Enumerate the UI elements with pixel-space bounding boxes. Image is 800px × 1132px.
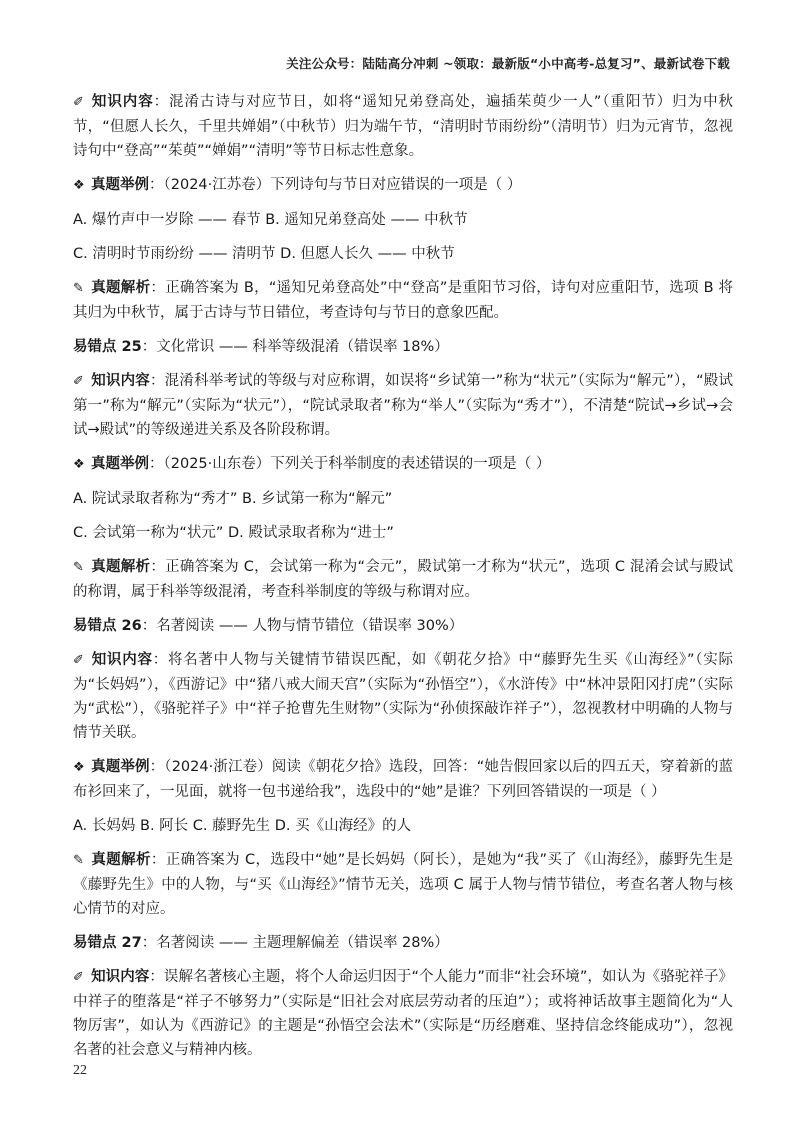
option-line: A. 爆竹声中一岁除 —— 春节 B. 遥知兄弟登高处 —— 中秋节: [73, 212, 468, 228]
block-text: ：文化常识 —— 科举等级混淆（错误率 18%）: [141, 339, 449, 355]
knowledge-paragraph: [73, 369, 733, 442]
block-label: 真题解析: [91, 559, 151, 575]
option-line: C. 会试第一称为“状元” D. 殿试录取者称为“进士”: [73, 525, 394, 541]
analysis-paragraph: [73, 848, 733, 921]
block-text: ：正确答案为 C，会试第一称为“会元”，殿试第一才称为“状元”，选项 C 混淆会试与殿试的称谓，属于科举等级混淆，考查科举制度的等级与称谓对应。: [73, 559, 734, 600]
block-label: 易错点 25: [73, 339, 142, 355]
block-label: 知识内容: [91, 652, 153, 668]
error-point-heading: [73, 614, 733, 638]
example-paragraph: [73, 452, 733, 477]
block-text: ：误解名著核心主题，将个人命运归因于“个人能力”而非“社会环境”，如认为《骆驼祥子》中祥子的堕落是“祥子不够努力”（实际是“旧社会对底层劳动者的压迫”）；或将神话故事主题简化为“人物厉害”，如认为《西游记》的主题是“孙悟空会法术”（实际是“历经磨难、坚持信念终能成功”），忽视名著的社会意义与精神内核。: [73, 969, 734, 1058]
block-label: 真题举例: [91, 177, 149, 193]
option-line: A. 长妈妈 B. 阿长 C. 藤野先生 D. 买《山海经》的人: [73, 818, 412, 834]
pencil-icon: ✐: [73, 95, 84, 110]
error-point-heading: [73, 931, 733, 955]
diamond-bullet-icon: ❖: [73, 760, 85, 775]
block-label: 真题解析: [91, 280, 151, 296]
analysis-paragraph: [73, 276, 733, 325]
pen-icon: ✎: [73, 281, 84, 296]
example-paragraph: [73, 173, 733, 198]
analysis-paragraph: [73, 555, 733, 604]
block-text: ：将名著中人物与关键情节错误匹配，如《朝花夕拾》中“藤野先生买《山海经》”（实际为“长妈妈”），《西游记》中“猪八戒大闹天宫”（实际为“孙悟空”），《水浒传》中“林冲景阳冈打虎”（实际为“武松”），《骆驼祥子》中“祥子抢曹先生财物”（实际为“孙侦探敲诈祥子”），忽视教材中明确的人物与情节关联。: [73, 652, 734, 741]
option-line: A. 院试录取者称为“秀才” B. 乡试第一称为“解元”: [73, 491, 393, 507]
knowledge-paragraph: [73, 90, 733, 163]
block-text: ：混淆科举考试的等级与对应称谓，如误将“乡试第一”称为“状元”（实际为“解元”），“殿试第一”称为“解元”（实际为“状元”），“院试录取者”称为“举人”（实际为“秀才”），不清楚“院试→乡试→会试→殿试”的等级递进关系及各阶段称谓。: [73, 373, 733, 438]
block-text: ：正确答案为 C，选段中“她”是长妈妈（阿长），是她为“我”买了《山海经》，藤野先生是《藤野先生》中的人物，与“买《山海经》”情节无关，选项 C 属于人物与情节错位，考查名著人物与核心情节的对应。: [73, 852, 734, 917]
block-text: ：（2024·浙江卷）阅读《朝花夕拾》选段，回答：“她告假回家以后的四五天，穿着新的蓝布衫回来了，一见面，就将一包书递给我”，选段中的“她”是谁？下列回答错误的一项是（ ）: [73, 759, 733, 800]
block-text: ：（2024·江苏卷）下列诗句与节日对应错误的一项是（ ）: [149, 177, 522, 193]
block-label: 真题举例: [91, 456, 149, 472]
block-text: ：正确答案为 B，“遥知兄弟登高处”中“登高”是重阳节习俗，诗句对应重阳节，选项 B 将其归为中秋节，属于古诗与节日错位，考查诗句与节日的意象匹配。: [73, 280, 733, 321]
block-text: ：名著阅读 —— 人物与情节错位（错误率 30%）: [141, 618, 464, 634]
pencil-icon: ✐: [73, 653, 84, 668]
page-header: 关注公众号：陆陆高分冲刺 ~领取：最新版“小中高考-总复习”、最新试卷下载: [286, 56, 730, 71]
block-label: 易错点 26: [73, 618, 142, 634]
example-paragraph: [73, 755, 733, 804]
document-body: [73, 90, 733, 1072]
error-point-heading: [73, 335, 733, 359]
diamond-bullet-icon: ❖: [73, 457, 85, 472]
diamond-bullet-icon: ❖: [73, 178, 85, 193]
block-label: 知识内容: [91, 969, 150, 985]
pen-icon: ✎: [73, 560, 84, 575]
knowledge-paragraph: [73, 965, 733, 1062]
block-text: ：名著阅读 —— 主题理解偏差（错误率 28%）: [141, 935, 449, 951]
pencil-icon: ✐: [73, 970, 84, 985]
option-line: C. 清明时节雨纷纷 —— 清明节 D. 但愿人长久 —— 中秋节: [73, 246, 455, 262]
block-label: 知识内容: [91, 94, 154, 110]
block-label: 真题举例: [91, 759, 150, 775]
block-label: 易错点 27: [73, 935, 142, 951]
pen-icon: ✎: [73, 853, 84, 868]
block-text: ：（2025·山东卷）下列关于科举制度的表述错误的一项是（ ）: [149, 456, 551, 472]
block-label: 真题解析: [91, 852, 151, 868]
knowledge-paragraph: [73, 648, 733, 745]
block-label: 知识内容: [91, 373, 150, 389]
block-text: ：混淆古诗与对应节日，如将“遥知兄弟登高处，遍插茱萸少一人”（重阳节）归为中秋节，“但愿人长久，千里共婵娟”（中秋节）归为端午节，“清明时节雨纷纷”（清明节）归为元宵节，忽视诗句中“登高”“茱萸”“婵娟”“清明”等节日标志性意象。: [73, 94, 733, 159]
pencil-icon: ✐: [73, 374, 84, 389]
page-number: 22: [73, 1063, 87, 1078]
